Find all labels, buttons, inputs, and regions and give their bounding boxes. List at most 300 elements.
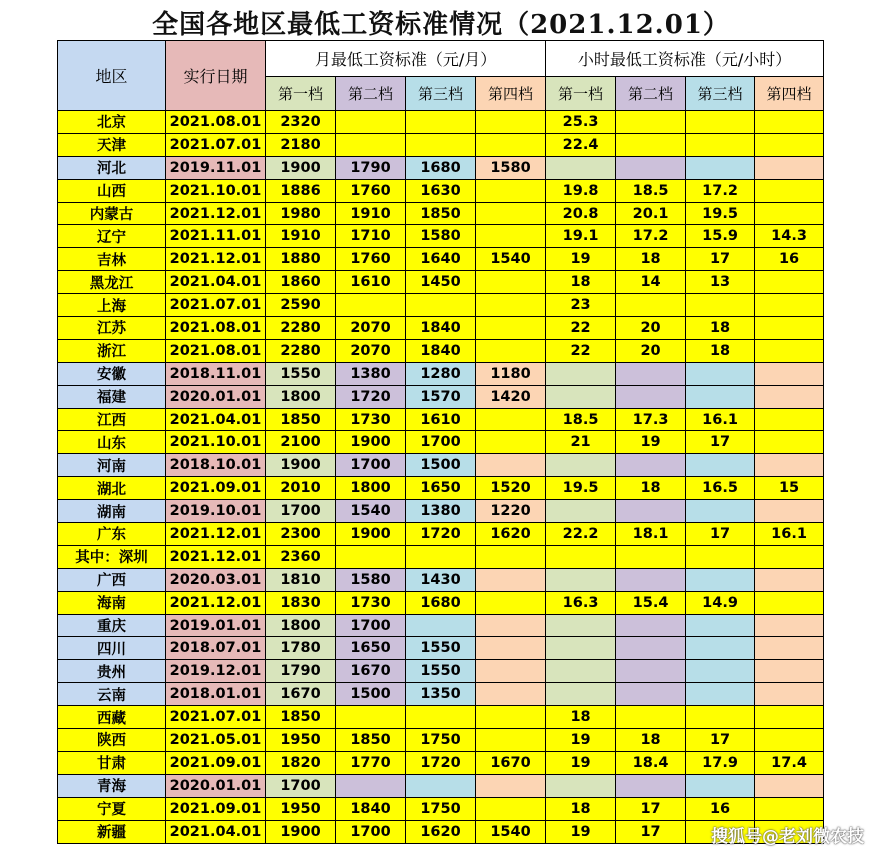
monthly-tier-2-cell [336, 294, 406, 317]
table-row [58, 339, 824, 362]
monthly-tier-1-cell: 1830 [266, 591, 336, 614]
monthly-tier-4-cell: 1180 [476, 362, 546, 385]
hourly-tier-1-cell: 19 [546, 820, 616, 843]
region-cell: 浙江 [58, 339, 166, 362]
table-row [58, 683, 824, 706]
hourly-tier-1-cell: 23 [546, 294, 616, 317]
monthly-tier-4-cell [476, 568, 546, 591]
hourly-tier-3-cell [686, 614, 755, 637]
monthly-tier-2-cell: 1710 [336, 225, 406, 248]
region-cell: 广东 [58, 523, 166, 546]
hourly-tier-3-cell: 17.2 [686, 179, 755, 202]
region-cell: 湖南 [58, 500, 166, 523]
monthly-tier-1-cell: 2590 [266, 294, 336, 317]
monthly-tier-2-cell: 2070 [336, 317, 406, 340]
header-monthly-tier-1: 第一档 [266, 77, 336, 111]
monthly-tier-3-cell: 1840 [406, 317, 476, 340]
table-row [58, 751, 824, 774]
monthly-tier-1-cell: 2100 [266, 431, 336, 454]
hourly-tier-3-cell [686, 774, 755, 797]
date-cell: 2021.11.01 [166, 225, 266, 248]
monthly-tier-3-cell: 1720 [406, 751, 476, 774]
monthly-tier-4-cell: 1670 [476, 751, 546, 774]
monthly-tier-4-cell: 1540 [476, 248, 546, 271]
monthly-tier-1-cell: 1700 [266, 774, 336, 797]
monthly-tier-1-cell: 1910 [266, 225, 336, 248]
monthly-tier-3-cell: 1680 [406, 591, 476, 614]
hourly-tier-4-cell: 14.3 [755, 225, 824, 248]
date-cell: 2021.10.01 [166, 179, 266, 202]
region-cell: 天津 [58, 133, 166, 156]
region-cell: 山西 [58, 179, 166, 202]
page-title: 全国各地区最低工资标准情况（2021.12.01） [152, 10, 730, 40]
monthly-tier-1-cell: 1820 [266, 751, 336, 774]
hourly-tier-3-cell [686, 706, 755, 729]
monthly-tier-3-cell: 1850 [406, 202, 476, 225]
region-cell: 河南 [58, 454, 166, 477]
hourly-tier-4-cell [755, 271, 824, 294]
hourly-tier-2-cell: 18.4 [616, 751, 686, 774]
monthly-tier-1-cell: 1790 [266, 660, 336, 683]
hourly-tier-1-cell: 19.8 [546, 179, 616, 202]
monthly-tier-3-cell: 1680 [406, 156, 476, 179]
hourly-tier-3-cell: 18 [686, 339, 755, 362]
monthly-tier-4-cell [476, 225, 546, 248]
monthly-tier-3-cell [406, 294, 476, 317]
monthly-tier-4-cell: 1620 [476, 523, 546, 546]
region-cell: 重庆 [58, 614, 166, 637]
hourly-tier-4-cell: 15 [755, 477, 824, 500]
hourly-tier-4-cell [755, 614, 824, 637]
region-cell: 贵州 [58, 660, 166, 683]
monthly-tier-1-cell: 1800 [266, 385, 336, 408]
monthly-tier-3-cell: 1580 [406, 225, 476, 248]
date-cell: 2021.04.01 [166, 408, 266, 431]
monthly-tier-4-cell [476, 729, 546, 752]
region-cell: 上海 [58, 294, 166, 317]
region-cell: 西藏 [58, 706, 166, 729]
table-row [58, 523, 824, 546]
monthly-tier-4-cell [476, 294, 546, 317]
monthly-tier-2-cell [336, 706, 406, 729]
table-row [58, 545, 824, 568]
region-cell: 广西 [58, 568, 166, 591]
table-row [58, 706, 824, 729]
table-row [58, 271, 824, 294]
table-row [58, 317, 824, 340]
monthly-tier-1-cell: 1900 [266, 454, 336, 477]
date-cell: 2021.10.01 [166, 431, 266, 454]
hourly-tier-3-cell: 18 [686, 317, 755, 340]
monthly-tier-4-cell [476, 637, 546, 660]
monthly-tier-4-cell: 1520 [476, 477, 546, 500]
monthly-tier-1-cell: 1800 [266, 614, 336, 637]
monthly-tier-1-cell: 2360 [266, 545, 336, 568]
hourly-tier-4-cell [755, 683, 824, 706]
monthly-tier-2-cell: 1500 [336, 683, 406, 706]
header-monthly-tier-3: 第三档 [406, 77, 476, 111]
monthly-tier-1-cell: 1950 [266, 729, 336, 752]
monthly-tier-3-cell: 1380 [406, 500, 476, 523]
region-cell: 河北 [58, 156, 166, 179]
hourly-tier-4-cell [755, 339, 824, 362]
hourly-tier-3-cell: 17 [686, 248, 755, 271]
date-cell: 2021.08.01 [166, 111, 266, 134]
hourly-tier-3-cell [686, 500, 755, 523]
monthly-tier-4-cell [476, 774, 546, 797]
date-cell: 2021.09.01 [166, 797, 266, 820]
hourly-tier-2-cell: 14 [616, 271, 686, 294]
hourly-tier-1-cell: 18 [546, 797, 616, 820]
hourly-tier-1-cell: 25.3 [546, 111, 616, 134]
date-cell: 2021.07.01 [166, 133, 266, 156]
date-cell: 2018.11.01 [166, 362, 266, 385]
monthly-tier-4-cell [476, 660, 546, 683]
hourly-tier-1-cell [546, 545, 616, 568]
hourly-tier-4-cell [755, 385, 824, 408]
region-cell: 黑龙江 [58, 271, 166, 294]
monthly-tier-4-cell: 1580 [476, 156, 546, 179]
monthly-tier-2-cell: 1700 [336, 454, 406, 477]
monthly-tier-2-cell: 1540 [336, 500, 406, 523]
monthly-tier-2-cell: 1910 [336, 202, 406, 225]
hourly-tier-1-cell: 19 [546, 751, 616, 774]
monthly-tier-3-cell: 1700 [406, 431, 476, 454]
region-cell: 云南 [58, 683, 166, 706]
hourly-tier-4-cell: 16.1 [755, 523, 824, 546]
table-row [58, 454, 824, 477]
hourly-tier-3-cell [686, 660, 755, 683]
date-cell: 2020.01.01 [166, 385, 266, 408]
monthly-tier-4-cell [476, 431, 546, 454]
hourly-tier-3-cell: 13 [686, 271, 755, 294]
monthly-tier-3-cell: 1750 [406, 797, 476, 820]
hourly-tier-2-cell [616, 454, 686, 477]
monthly-tier-3-cell: 1640 [406, 248, 476, 271]
hourly-tier-2-cell: 20.1 [616, 202, 686, 225]
hourly-tier-1-cell: 19.1 [546, 225, 616, 248]
monthly-tier-1-cell: 1850 [266, 706, 336, 729]
region-cell: 内蒙古 [58, 202, 166, 225]
monthly-tier-1-cell: 1980 [266, 202, 336, 225]
hourly-tier-3-cell: 16.1 [686, 408, 755, 431]
hourly-tier-1-cell [546, 385, 616, 408]
hourly-tier-4-cell [755, 706, 824, 729]
region-cell: 青海 [58, 774, 166, 797]
hourly-tier-2-cell: 17 [616, 820, 686, 843]
hourly-tier-4-cell: 17.4 [755, 751, 824, 774]
monthly-tier-2-cell: 1760 [336, 248, 406, 271]
hourly-tier-1-cell: 16.3 [546, 591, 616, 614]
monthly-tier-3-cell: 1500 [406, 454, 476, 477]
header-hourly-group: 小时最低工资标准（元/小时） [546, 41, 824, 77]
date-cell: 2019.10.01 [166, 500, 266, 523]
hourly-tier-4-cell [755, 179, 824, 202]
region-cell: 江苏 [58, 317, 166, 340]
monthly-tier-4-cell [476, 797, 546, 820]
monthly-tier-2-cell: 1580 [336, 568, 406, 591]
header-hourly-tier-2: 第二档 [616, 77, 686, 111]
monthly-tier-2-cell: 1850 [336, 729, 406, 752]
hourly-tier-3-cell [686, 637, 755, 660]
monthly-tier-3-cell [406, 614, 476, 637]
hourly-tier-4-cell [755, 317, 824, 340]
hourly-tier-2-cell [616, 614, 686, 637]
monthly-tier-4-cell [476, 683, 546, 706]
hourly-tier-3-cell: 15.9 [686, 225, 755, 248]
monthly-tier-3-cell: 1550 [406, 660, 476, 683]
table-row [58, 774, 824, 797]
monthly-tier-2-cell: 1900 [336, 523, 406, 546]
hourly-tier-1-cell: 19 [546, 248, 616, 271]
hourly-tier-2-cell [616, 385, 686, 408]
minimum-wage-table [57, 40, 824, 844]
monthly-tier-1-cell: 1880 [266, 248, 336, 271]
region-cell: 安徽 [58, 362, 166, 385]
table-row [58, 202, 824, 225]
monthly-tier-2-cell: 1700 [336, 614, 406, 637]
region-cell: 其中：深圳 [58, 545, 166, 568]
watermark: 搜狐号@老刘微农技 [711, 827, 864, 847]
hourly-tier-1-cell: 20.8 [546, 202, 616, 225]
table-row [58, 477, 824, 500]
header-monthly-tier-4: 第四档 [476, 77, 546, 111]
date-cell: 2021.12.01 [166, 248, 266, 271]
hourly-tier-3-cell [686, 133, 755, 156]
table-row [58, 248, 824, 271]
hourly-tier-2-cell [616, 637, 686, 660]
hourly-tier-3-cell [686, 362, 755, 385]
hourly-tier-1-cell: 22.4 [546, 133, 616, 156]
region-cell: 山东 [58, 431, 166, 454]
hourly-tier-3-cell: 17 [686, 729, 755, 752]
hourly-tier-4-cell [755, 362, 824, 385]
hourly-tier-3-cell: 17.9 [686, 751, 755, 774]
hourly-tier-4-cell [755, 660, 824, 683]
monthly-tier-2-cell: 1730 [336, 408, 406, 431]
monthly-tier-4-cell [476, 454, 546, 477]
hourly-tier-1-cell: 19 [546, 729, 616, 752]
date-cell: 2021.12.01 [166, 591, 266, 614]
monthly-tier-4-cell [476, 545, 546, 568]
monthly-tier-2-cell [336, 111, 406, 134]
hourly-tier-2-cell: 18.5 [616, 179, 686, 202]
region-cell: 北京 [58, 111, 166, 134]
monthly-tier-4-cell [476, 706, 546, 729]
hourly-tier-1-cell: 22 [546, 339, 616, 362]
table-row [58, 111, 824, 134]
hourly-tier-2-cell [616, 362, 686, 385]
date-cell: 2018.10.01 [166, 454, 266, 477]
table-row [58, 431, 824, 454]
monthly-tier-2-cell: 1650 [336, 637, 406, 660]
header-hourly-tier-3: 第三档 [686, 77, 755, 111]
date-cell: 2021.12.01 [166, 202, 266, 225]
table-row [58, 614, 824, 637]
date-cell: 2020.03.01 [166, 568, 266, 591]
monthly-tier-4-cell: 1420 [476, 385, 546, 408]
monthly-tier-3-cell: 1620 [406, 820, 476, 843]
monthly-tier-3-cell: 1280 [406, 362, 476, 385]
table-row [58, 500, 824, 523]
monthly-tier-4-cell [476, 591, 546, 614]
header-date: 实行日期 [166, 41, 266, 111]
hourly-tier-2-cell [616, 706, 686, 729]
hourly-tier-2-cell [616, 156, 686, 179]
hourly-tier-3-cell: 19.5 [686, 202, 755, 225]
monthly-tier-3-cell: 1720 [406, 523, 476, 546]
monthly-tier-2-cell: 1840 [336, 797, 406, 820]
hourly-tier-4-cell [755, 568, 824, 591]
hourly-tier-4-cell [755, 774, 824, 797]
monthly-tier-4-cell [476, 202, 546, 225]
monthly-tier-2-cell: 1720 [336, 385, 406, 408]
date-cell: 2021.07.01 [166, 294, 266, 317]
monthly-tier-4-cell [476, 111, 546, 134]
date-cell: 2019.11.01 [166, 156, 266, 179]
hourly-tier-4-cell [755, 591, 824, 614]
monthly-tier-1-cell: 1700 [266, 500, 336, 523]
hourly-tier-4-cell [755, 637, 824, 660]
hourly-tier-1-cell [546, 774, 616, 797]
hourly-tier-4-cell [755, 408, 824, 431]
hourly-tier-1-cell: 21 [546, 431, 616, 454]
table-row [58, 729, 824, 752]
date-cell: 2021.09.01 [166, 477, 266, 500]
header-hourly-tier-4: 第四档 [755, 77, 824, 111]
date-cell: 2021.05.01 [166, 729, 266, 752]
monthly-tier-1-cell: 1950 [266, 797, 336, 820]
date-cell: 2021.12.01 [166, 545, 266, 568]
monthly-tier-1-cell: 2280 [266, 339, 336, 362]
hourly-tier-3-cell [686, 294, 755, 317]
table-row [58, 820, 824, 843]
hourly-tier-2-cell: 20 [616, 339, 686, 362]
hourly-tier-2-cell [616, 568, 686, 591]
date-cell: 2021.08.01 [166, 317, 266, 340]
region-cell: 海南 [58, 591, 166, 614]
monthly-tier-2-cell: 1770 [336, 751, 406, 774]
hourly-tier-4-cell [755, 729, 824, 752]
monthly-tier-3-cell: 1840 [406, 339, 476, 362]
hourly-tier-2-cell [616, 111, 686, 134]
table-row [58, 568, 824, 591]
hourly-tier-2-cell [616, 545, 686, 568]
date-cell: 2018.01.01 [166, 683, 266, 706]
hourly-tier-2-cell: 17.3 [616, 408, 686, 431]
monthly-tier-2-cell [336, 774, 406, 797]
monthly-tier-4-cell [476, 133, 546, 156]
region-cell: 湖北 [58, 477, 166, 500]
monthly-tier-2-cell: 1380 [336, 362, 406, 385]
date-cell: 2019.12.01 [166, 660, 266, 683]
monthly-tier-4-cell: 1540 [476, 820, 546, 843]
hourly-tier-2-cell: 15.4 [616, 591, 686, 614]
region-cell: 江西 [58, 408, 166, 431]
monthly-tier-2-cell: 1670 [336, 660, 406, 683]
hourly-tier-1-cell: 18 [546, 271, 616, 294]
hourly-tier-2-cell: 20 [616, 317, 686, 340]
date-cell: 2021.07.01 [166, 706, 266, 729]
hourly-tier-2-cell: 18 [616, 729, 686, 752]
hourly-tier-2-cell [616, 294, 686, 317]
monthly-tier-3-cell: 1610 [406, 408, 476, 431]
monthly-tier-2-cell: 1900 [336, 431, 406, 454]
monthly-tier-1-cell: 1886 [266, 179, 336, 202]
monthly-tier-3-cell [406, 706, 476, 729]
hourly-tier-1-cell [546, 454, 616, 477]
monthly-tier-1-cell: 1900 [266, 820, 336, 843]
hourly-tier-4-cell [755, 454, 824, 477]
hourly-tier-3-cell: 17 [686, 431, 755, 454]
monthly-tier-3-cell: 1450 [406, 271, 476, 294]
hourly-tier-2-cell: 18.1 [616, 523, 686, 546]
monthly-tier-2-cell: 1610 [336, 271, 406, 294]
monthly-tier-2-cell [336, 545, 406, 568]
table-row [58, 385, 824, 408]
region-cell: 甘肃 [58, 751, 166, 774]
monthly-tier-3-cell: 1630 [406, 179, 476, 202]
monthly-tier-1-cell: 2320 [266, 111, 336, 134]
table-row [58, 591, 824, 614]
hourly-tier-2-cell [616, 133, 686, 156]
hourly-tier-4-cell [755, 500, 824, 523]
monthly-tier-1-cell: 1850 [266, 408, 336, 431]
date-cell: 2021.04.01 [166, 271, 266, 294]
monthly-tier-1-cell: 2280 [266, 317, 336, 340]
monthly-tier-4-cell [476, 408, 546, 431]
hourly-tier-1-cell [546, 156, 616, 179]
hourly-tier-1-cell [546, 637, 616, 660]
monthly-tier-3-cell [406, 774, 476, 797]
date-cell: 2021.09.01 [166, 751, 266, 774]
header-monthly-group: 月最低工资标准（元/月） [266, 41, 546, 77]
hourly-tier-4-cell [755, 294, 824, 317]
table-row [58, 362, 824, 385]
monthly-tier-1-cell: 1670 [266, 683, 336, 706]
monthly-tier-1-cell: 1900 [266, 156, 336, 179]
hourly-tier-1-cell: 19.5 [546, 477, 616, 500]
monthly-tier-1-cell: 1550 [266, 362, 336, 385]
monthly-tier-4-cell [476, 179, 546, 202]
hourly-tier-3-cell [686, 568, 755, 591]
hourly-tier-4-cell [755, 133, 824, 156]
hourly-tier-2-cell: 17 [616, 797, 686, 820]
monthly-tier-2-cell: 1700 [336, 820, 406, 843]
region-cell: 福建 [58, 385, 166, 408]
hourly-tier-3-cell [686, 385, 755, 408]
table-row [58, 797, 824, 820]
hourly-tier-2-cell: 18 [616, 477, 686, 500]
hourly-tier-1-cell [546, 683, 616, 706]
hourly-tier-1-cell: 18 [546, 706, 616, 729]
monthly-tier-3-cell: 1570 [406, 385, 476, 408]
hourly-tier-3-cell [686, 545, 755, 568]
monthly-tier-3-cell: 1750 [406, 729, 476, 752]
date-cell: 2021.08.01 [166, 339, 266, 362]
header-hourly-tier-1: 第一档 [546, 77, 616, 111]
table-row [58, 660, 824, 683]
date-cell: 2019.01.01 [166, 614, 266, 637]
header-monthly-tier-2: 第二档 [336, 77, 406, 111]
region-cell: 陕西 [58, 729, 166, 752]
hourly-tier-4-cell [755, 111, 824, 134]
monthly-tier-2-cell: 1800 [336, 477, 406, 500]
table-row [58, 637, 824, 660]
monthly-tier-4-cell [476, 614, 546, 637]
hourly-tier-1-cell [546, 500, 616, 523]
hourly-tier-4-cell [755, 545, 824, 568]
